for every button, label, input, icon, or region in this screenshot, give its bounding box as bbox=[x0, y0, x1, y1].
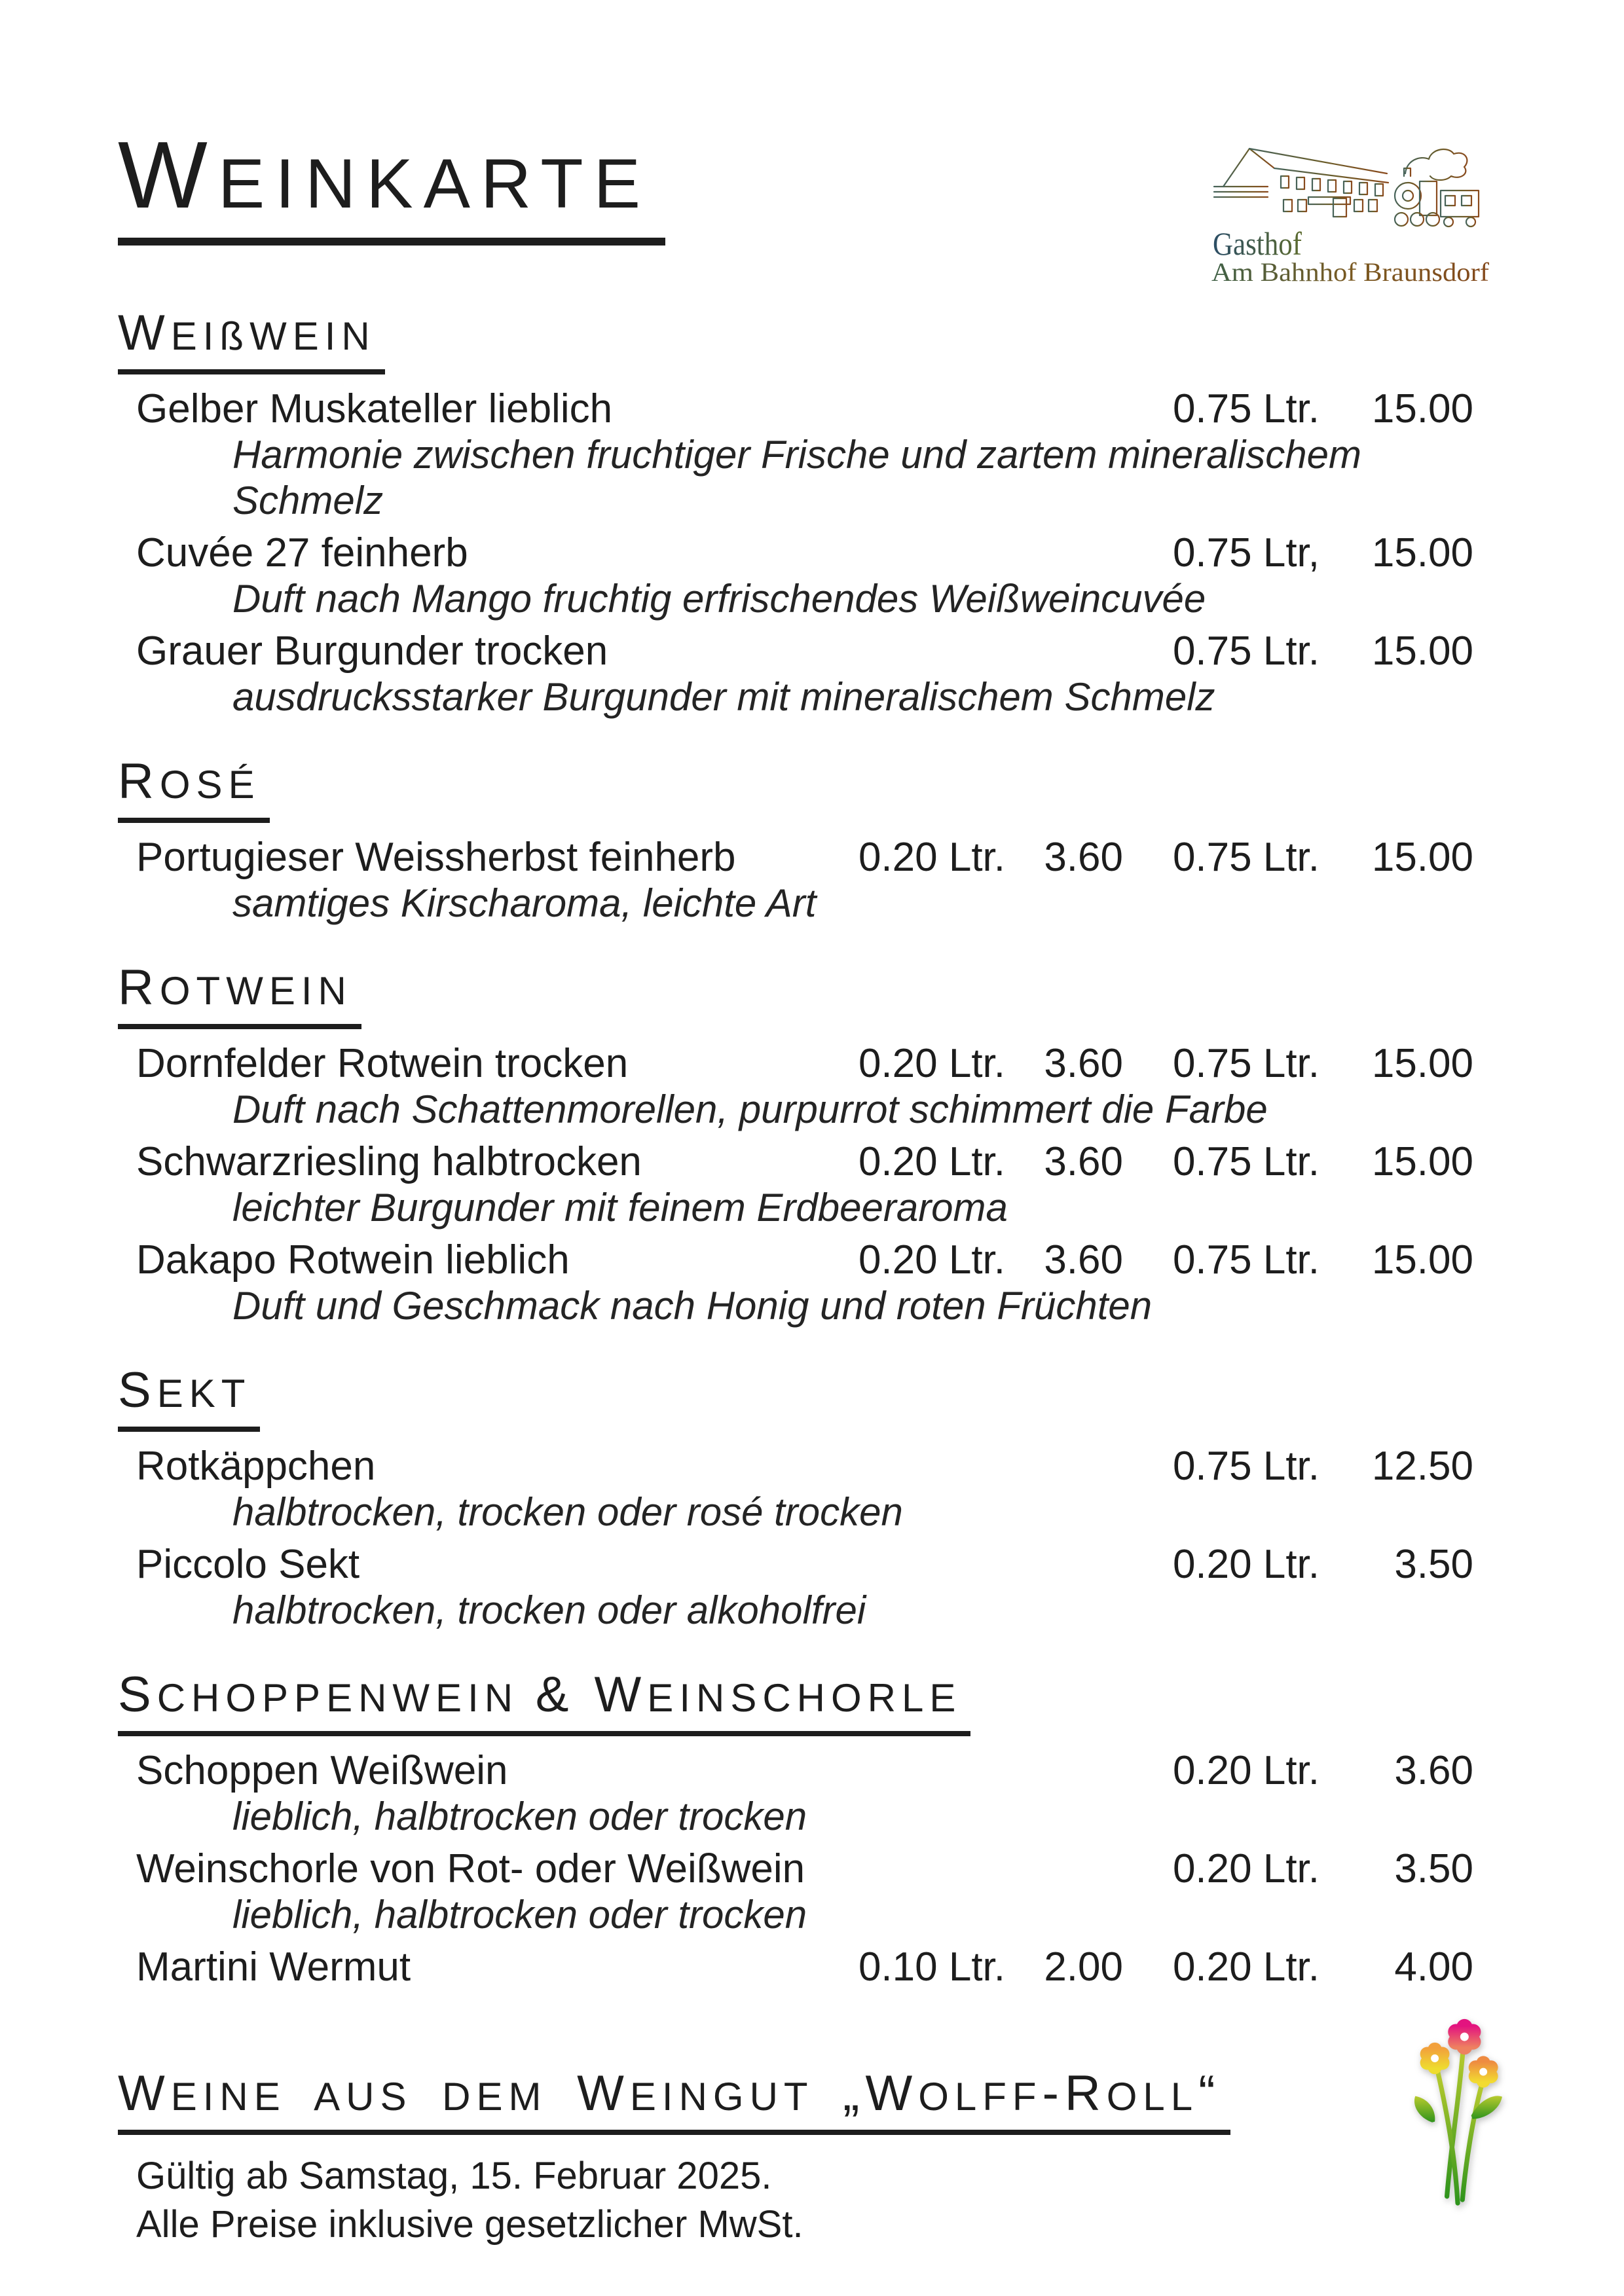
item-volume-large: 0.75 Ltr. bbox=[1172, 629, 1320, 674]
menu-item-row bbox=[118, 1846, 1473, 1892]
item-description: lieblich, halbtrocken oder trocken bbox=[232, 1893, 807, 1937]
item-volume-small: 0.10 Ltr. bbox=[858, 1944, 1005, 1990]
section-rose bbox=[118, 754, 1473, 926]
item-volume-large: 0.20 Ltr. bbox=[1172, 1542, 1320, 1587]
section-rotwein bbox=[118, 960, 1473, 1329]
item-description: Duft und Geschmack nach Honig und roten Früchten bbox=[232, 1284, 1153, 1328]
item-price-large: 3.60 bbox=[1394, 1748, 1473, 1793]
item-price-small: 3.60 bbox=[1044, 1041, 1123, 1086]
logo-text-address: Am Bahnhof Braunsdorf bbox=[1211, 257, 1490, 283]
item-description: Duft nach Mango fruchtig erfrischendes Weißweincuvée bbox=[232, 577, 1206, 621]
item-price-large: 15.00 bbox=[1371, 629, 1473, 674]
section-heading: WEIßWEIN bbox=[118, 308, 385, 374]
item-name: Dakapo Rotwein lieblich bbox=[136, 1237, 570, 1283]
item-volume-small: 0.20 Ltr. bbox=[858, 1139, 1005, 1184]
title-initial: W bbox=[118, 122, 218, 228]
item-name: Piccolo Sekt bbox=[136, 1542, 360, 1587]
validity-note: Gültig ab Samstag, 15. Februar 2025. bbox=[136, 2155, 772, 2197]
footer-notes bbox=[118, 2152, 1473, 2249]
menu-item-row bbox=[118, 1237, 1473, 1283]
item-description: ausdrucksstarker Burgunder mit mineralischem Schmelz bbox=[232, 675, 1215, 719]
item-price-small: 3.60 bbox=[1044, 1237, 1123, 1283]
menu-item-row bbox=[118, 1542, 1473, 1588]
item-volume-small: 0.20 Ltr. bbox=[858, 1237, 1005, 1283]
item-description: samtiges Kirscharoma, leichte Art bbox=[232, 881, 817, 925]
item-name: Cuvée 27 feinherb bbox=[136, 530, 468, 575]
menu-item-row bbox=[118, 835, 1473, 881]
menu-item-row bbox=[118, 629, 1473, 674]
item-volume-large: 0.20 Ltr. bbox=[1172, 1944, 1320, 1990]
item-name: Schoppen Weißwein bbox=[136, 1748, 508, 1793]
item-price-large: 15.00 bbox=[1371, 386, 1473, 431]
section-heading: ROSÉ bbox=[118, 757, 270, 823]
item-volume-large: 0.75 Ltr. bbox=[1172, 1444, 1320, 1489]
page-title bbox=[118, 122, 665, 246]
menu-item-row bbox=[118, 1139, 1473, 1185]
menu-item-row bbox=[118, 1444, 1473, 1489]
item-price-large: 15.00 bbox=[1371, 530, 1473, 575]
item-price-large: 3.50 bbox=[1394, 1542, 1473, 1587]
gasthof-building-train-icon bbox=[1211, 120, 1493, 283]
menu-item-row bbox=[118, 530, 1473, 576]
item-price-large: 15.00 bbox=[1371, 1139, 1473, 1184]
item-price-large: 15.00 bbox=[1371, 1041, 1473, 1086]
item-volume-large: 0.20 Ltr. bbox=[1172, 1846, 1320, 1891]
item-name: Gelber Muskateller lieblich bbox=[136, 386, 613, 431]
section-schoppenwein-weinschorle bbox=[118, 1667, 1473, 1990]
section-heading: ROTWEIN bbox=[118, 963, 361, 1029]
title-rest: EINKARTE bbox=[217, 144, 652, 223]
vat-note: Alle Preise inklusive gesetzlicher MwSt. bbox=[136, 2203, 803, 2246]
logo-text-gasthof: Gasthof bbox=[1213, 225, 1302, 262]
restaurant-logo bbox=[1211, 120, 1493, 283]
item-price-large: 12.50 bbox=[1371, 1444, 1473, 1489]
item-description: Duft nach Schattenmorellen, purpurrot schimmert die Farbe bbox=[232, 1087, 1268, 1131]
item-name: Schwarzriesling halbtrocken bbox=[136, 1139, 642, 1184]
item-volume-small: 0.20 Ltr. bbox=[858, 1041, 1005, 1086]
item-description: halbtrocken, trocken oder alkoholfrei bbox=[232, 1588, 866, 1632]
item-description: halbtrocken, trocken oder rosé trocken bbox=[232, 1490, 903, 1534]
item-volume-large: 0.75 Ltr. bbox=[1172, 835, 1320, 880]
item-name: Weinschorle von Rot- oder Weißwein bbox=[136, 1846, 805, 1891]
menu-item-row bbox=[118, 1748, 1473, 1794]
item-volume-large: 0.20 Ltr. bbox=[1172, 1748, 1320, 1793]
item-volume-large: 0.75 Ltr. bbox=[1172, 1041, 1320, 1086]
item-price-small: 2.00 bbox=[1044, 1944, 1123, 1990]
item-name: Dornfelder Rotwein trocken bbox=[136, 1041, 629, 1086]
menu-item-row bbox=[118, 1944, 1473, 1990]
item-volume-large: 0.75 Ltr, bbox=[1172, 530, 1320, 575]
section-weisswein bbox=[118, 305, 1473, 720]
winery-heading: WEINE AUS DEM WEINGUT „WOLFF-ROLL“ bbox=[118, 2069, 1230, 2135]
menu-item-row bbox=[118, 1041, 1473, 1087]
item-name: Rotkäppchen bbox=[136, 1444, 376, 1489]
item-price-small: 3.60 bbox=[1044, 835, 1123, 880]
section-heading: SEKT bbox=[118, 1366, 260, 1432]
item-description: Harmonie zwischen fruchtiger Frische und zartem mineralischem Schmelz bbox=[232, 433, 1361, 522]
item-description: lieblich, halbtrocken oder trocken bbox=[232, 1795, 807, 1838]
item-price-large: 4.00 bbox=[1394, 1944, 1473, 1990]
item-name: Grauer Burgunder trocken bbox=[136, 629, 608, 674]
flower-bouquet-icon bbox=[1409, 2011, 1527, 2217]
item-volume-small: 0.20 Ltr. bbox=[858, 835, 1005, 880]
item-price-large: 15.00 bbox=[1371, 835, 1473, 880]
section-sekt bbox=[118, 1362, 1473, 1633]
section-heading: SCHOPPENWEIN & WEINSCHORLE bbox=[118, 1670, 970, 1736]
item-volume-large: 0.75 Ltr. bbox=[1172, 1237, 1320, 1283]
item-volume-large: 0.75 Ltr. bbox=[1172, 1139, 1320, 1184]
item-price-small: 3.60 bbox=[1044, 1139, 1123, 1184]
item-price-large: 15.00 bbox=[1371, 1237, 1473, 1283]
item-name: Martini Wermut bbox=[136, 1944, 411, 1990]
menu-item-row bbox=[118, 386, 1473, 432]
item-description: leichter Burgunder mit feinem Erdbeeraroma bbox=[232, 1186, 1008, 1230]
item-volume-large: 0.75 Ltr. bbox=[1172, 386, 1320, 431]
item-name: Portugieser Weissherbst feinherb bbox=[136, 835, 736, 880]
footer bbox=[118, 2066, 1473, 2249]
item-price-large: 3.50 bbox=[1394, 1846, 1473, 1891]
